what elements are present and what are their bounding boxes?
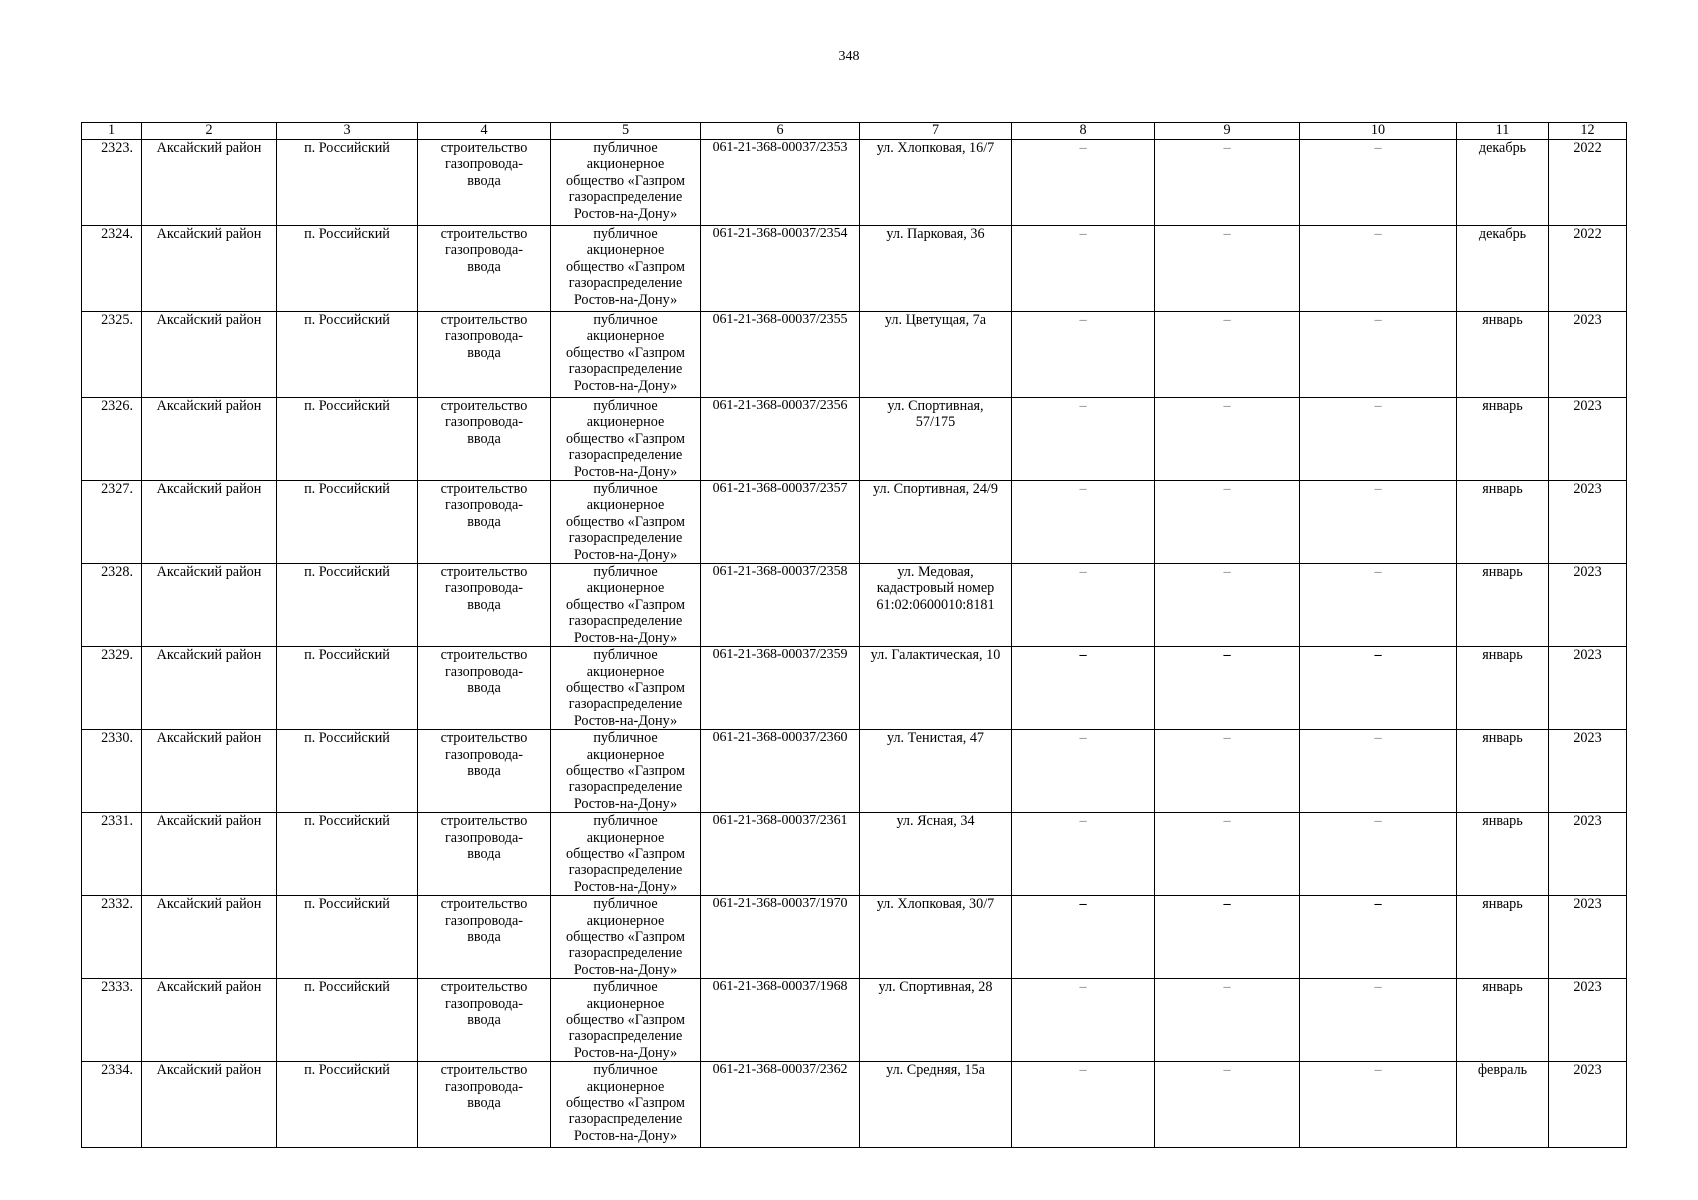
organization-line: Ростов-на-Дону» [573, 205, 678, 222]
year-cell: 2023 [1549, 647, 1627, 730]
row-number-cell: 2327. [82, 481, 142, 564]
column-10-cell: – [1300, 226, 1457, 312]
address-line: ул. Ясная, 34 [896, 813, 975, 830]
organization-line: газораспределение [568, 189, 683, 206]
organization-line: общество «Газпром [566, 596, 685, 613]
table-row [82, 896, 1627, 979]
address-cell [860, 813, 1012, 896]
column-8-cell: – [1012, 647, 1155, 730]
column-10-cell: – [1300, 896, 1457, 979]
work-type-line: строительство [440, 1062, 528, 1079]
address-cell [860, 979, 1012, 1062]
organization-line: Ростов-на-Дону» [573, 377, 678, 394]
column-10-cell: – [1300, 312, 1457, 398]
address-cell [860, 481, 1012, 564]
work-type-line: строительство [440, 398, 528, 414]
registry-code-cell: 061-21-368-00037/2354 [701, 226, 860, 312]
organization-line: общество «Газпром [566, 679, 685, 696]
work-type-line: газопровода- [444, 663, 524, 680]
address-cell [860, 140, 1012, 226]
organization-line: общество «Газпром [566, 1012, 685, 1029]
organization-cell [551, 140, 701, 226]
table-header-row [82, 123, 1627, 140]
organization-line: газораспределение [568, 361, 683, 378]
month-cell: январь [1457, 312, 1549, 398]
address-line: ул. Галактическая, 10 [870, 647, 1001, 664]
work-type-line: строительство [440, 896, 528, 913]
column-header: 12 [1549, 123, 1627, 140]
table-row [82, 226, 1627, 312]
column-10-cell: – [1300, 1062, 1457, 1148]
organization-cell [551, 481, 701, 564]
address-cell [860, 1062, 1012, 1148]
organization-line: публичное [593, 647, 658, 664]
organization-line: общество «Газпром [566, 344, 685, 361]
organization-line: акционерное [586, 414, 665, 431]
organization-line: публичное [593, 1062, 658, 1079]
address-line: ул. Тенистая, 47 [886, 730, 985, 747]
organization-line: Ростов-на-Дону» [573, 795, 678, 812]
column-9-cell: – [1155, 1062, 1300, 1148]
organization-line: публичное [593, 140, 658, 156]
organization-cell [551, 979, 701, 1062]
year-cell: 2023 [1549, 564, 1627, 647]
work-type-cell [418, 481, 551, 564]
column-9-cell: – [1155, 226, 1300, 312]
address-cell [860, 647, 1012, 730]
settlement-cell: п. Российский [277, 312, 418, 398]
district-cell: Аксайский район [142, 979, 277, 1062]
organization-line: Ростов-на-Дону» [573, 291, 678, 308]
address-cell [860, 226, 1012, 312]
work-type-line: ввода [467, 258, 501, 275]
organization-line: общество «Газпром [566, 1095, 685, 1112]
year-cell: 2023 [1549, 813, 1627, 896]
organization-line: газораспределение [568, 613, 683, 630]
column-10-cell: – [1300, 564, 1457, 647]
work-type-line: газопровода- [444, 580, 524, 597]
address-line: 61:02:0600010:8181 [876, 596, 995, 613]
district-cell: Аксайский район [142, 564, 277, 647]
row-number-cell: 2328. [82, 564, 142, 647]
organization-line: Ростов-на-Дону» [573, 1127, 678, 1144]
address-cell [860, 398, 1012, 481]
work-type-cell [418, 647, 551, 730]
organization-line: общество «Газпром [566, 513, 685, 530]
registry-code-cell: 061-21-368-00037/1968 [701, 979, 860, 1062]
year-cell: 2023 [1549, 398, 1627, 481]
district-cell: Аксайский район [142, 312, 277, 398]
registry-code-cell: 061-21-368-00037/2361 [701, 813, 860, 896]
organization-cell [551, 647, 701, 730]
work-type-cell [418, 312, 551, 398]
row-number-cell: 2329. [82, 647, 142, 730]
organization-line: публичное [593, 398, 658, 414]
district-cell: Аксайский район [142, 226, 277, 312]
year-cell: 2022 [1549, 226, 1627, 312]
organization-line: публичное [593, 730, 658, 747]
row-number-cell: 2330. [82, 730, 142, 813]
column-9-cell: – [1155, 140, 1300, 226]
address-cell [860, 312, 1012, 398]
work-type-line: ввода [467, 929, 501, 945]
organization-line: газораспределение [568, 862, 683, 879]
organization-line: акционерное [586, 746, 665, 763]
address-line: ул. Медовая, [897, 564, 974, 581]
work-type-line: газопровода- [444, 1078, 524, 1095]
organization-cell [551, 564, 701, 647]
column-9-cell: – [1155, 730, 1300, 813]
work-type-cell [418, 1062, 551, 1148]
organization-line: общество «Газпром [566, 172, 685, 189]
column-header: 9 [1155, 123, 1300, 140]
settlement-cell: п. Российский [277, 1062, 418, 1148]
district-cell: Аксайский район [142, 896, 277, 979]
organization-line: общество «Газпром [566, 762, 685, 779]
district-cell: Аксайский район [142, 140, 277, 226]
table-row [82, 312, 1627, 398]
work-type-line: газопровода- [444, 414, 524, 431]
month-cell: январь [1457, 813, 1549, 896]
work-type-line: ввода [467, 845, 501, 862]
column-header: 8 [1012, 123, 1155, 140]
row-number-cell: 2324. [82, 226, 142, 312]
organization-line: публичное [593, 312, 658, 328]
row-number-cell: 2323. [82, 140, 142, 226]
column-8-cell: – [1012, 813, 1155, 896]
organization-line: акционерное [586, 995, 665, 1012]
registry-code-cell: 061-21-368-00037/2356 [701, 398, 860, 481]
month-cell: декабрь [1457, 140, 1549, 226]
organization-line: общество «Газпром [566, 258, 685, 275]
page-number: 348 [838, 49, 860, 64]
settlement-cell: п. Российский [277, 398, 418, 481]
work-type-line: ввода [467, 762, 501, 779]
row-number-cell: 2325. [82, 312, 142, 398]
column-8-cell: – [1012, 140, 1155, 226]
table-row [82, 481, 1627, 564]
year-cell: 2023 [1549, 312, 1627, 398]
year-cell: 2023 [1549, 481, 1627, 564]
work-type-cell [418, 730, 551, 813]
column-header: 4 [418, 123, 551, 140]
organization-line: Ростов-на-Дону» [573, 629, 678, 646]
organization-line: публичное [593, 226, 658, 242]
address-cell [860, 730, 1012, 813]
settlement-cell: п. Российский [277, 647, 418, 730]
column-8-cell: – [1012, 730, 1155, 813]
district-cell: Аксайский район [142, 647, 277, 730]
settlement-cell: п. Российский [277, 730, 418, 813]
table-row [82, 140, 1627, 226]
work-type-cell [418, 398, 551, 481]
column-9-cell: – [1155, 647, 1300, 730]
registry-code-cell: 061-21-368-00037/2357 [701, 481, 860, 564]
column-9-cell: – [1155, 481, 1300, 564]
district-cell: Аксайский район [142, 481, 277, 564]
register-table [81, 122, 1627, 1148]
organization-line: публичное [593, 481, 658, 498]
work-type-cell [418, 813, 551, 896]
address-line: кадастровый номер [876, 580, 995, 597]
work-type-line: ввода [467, 679, 501, 696]
address-line: ул. Парковая, 36 [886, 226, 985, 242]
table-row [82, 813, 1627, 896]
organization-cell [551, 312, 701, 398]
row-number-cell: 2333. [82, 979, 142, 1062]
organization-line: газораспределение [568, 779, 683, 796]
column-9-cell: – [1155, 896, 1300, 979]
month-cell: январь [1457, 481, 1549, 564]
work-type-cell [418, 979, 551, 1062]
district-cell: Аксайский район [142, 730, 277, 813]
work-type-line: строительство [440, 312, 528, 328]
work-type-cell [418, 226, 551, 312]
column-9-cell: – [1155, 312, 1300, 398]
column-8-cell: – [1012, 564, 1155, 647]
organization-line: акционерное [586, 1078, 665, 1095]
organization-line: акционерное [586, 580, 665, 597]
work-type-line: газопровода- [444, 328, 524, 345]
column-10-cell: – [1300, 647, 1457, 730]
table-row [82, 1062, 1627, 1148]
address-line: ул. Спортивная, [887, 398, 984, 414]
year-cell: 2022 [1549, 140, 1627, 226]
work-type-line: ввода [467, 596, 501, 613]
year-cell: 2023 [1549, 1062, 1627, 1148]
organization-line: газораспределение [568, 447, 683, 464]
organization-line: газораспределение [568, 530, 683, 547]
settlement-cell: п. Российский [277, 896, 418, 979]
district-cell: Аксайский район [142, 398, 277, 481]
registry-code-cell: 061-21-368-00037/2358 [701, 564, 860, 647]
column-header: 1 [82, 123, 142, 140]
organization-line: акционерное [586, 156, 665, 173]
organization-line: общество «Газпром [566, 845, 685, 862]
settlement-cell: п. Российский [277, 140, 418, 226]
year-cell: 2023 [1549, 730, 1627, 813]
work-type-line: газопровода- [444, 995, 524, 1012]
work-type-line: строительство [440, 647, 528, 664]
settlement-cell: п. Российский [277, 979, 418, 1062]
row-number-cell: 2332. [82, 896, 142, 979]
organization-cell [551, 398, 701, 481]
row-number-cell: 2331. [82, 813, 142, 896]
work-type-line: строительство [440, 730, 528, 747]
organization-cell [551, 226, 701, 312]
organization-line: газораспределение [568, 945, 683, 962]
column-10-cell: – [1300, 481, 1457, 564]
work-type-line: газопровода- [444, 156, 524, 173]
work-type-line: газопровода- [444, 242, 524, 259]
work-type-line: строительство [440, 564, 528, 581]
settlement-cell: п. Российский [277, 226, 418, 312]
settlement-cell: п. Российский [277, 564, 418, 647]
registry-code-cell: 061-21-368-00037/2355 [701, 312, 860, 398]
organization-line: газораспределение [568, 1028, 683, 1045]
work-type-line: ввода [467, 172, 501, 189]
year-cell: 2023 [1549, 896, 1627, 979]
column-8-cell: – [1012, 312, 1155, 398]
organization-line: Ростов-на-Дону» [573, 463, 678, 480]
organization-line: газораспределение [568, 696, 683, 713]
row-number-cell: 2326. [82, 398, 142, 481]
column-8-cell: – [1012, 979, 1155, 1062]
month-cell: январь [1457, 979, 1549, 1062]
organization-line: акционерное [586, 242, 665, 259]
column-header: 10 [1300, 123, 1457, 140]
organization-line: Ростов-на-Дону» [573, 1044, 678, 1061]
organization-line: публичное [593, 979, 658, 996]
organization-line: публичное [593, 564, 658, 581]
month-cell: февраль [1457, 1062, 1549, 1148]
organization-line: газораспределение [568, 275, 683, 292]
column-header: 2 [142, 123, 277, 140]
column-9-cell: – [1155, 564, 1300, 647]
work-type-line: ввода [467, 1095, 501, 1112]
address-line: ул. Спортивная, 28 [878, 979, 993, 996]
organization-line: общество «Газпром [566, 430, 685, 447]
column-header: 3 [277, 123, 418, 140]
work-type-line: газопровода- [444, 829, 524, 846]
organization-line: акционерное [586, 328, 665, 345]
column-10-cell: – [1300, 398, 1457, 481]
organization-line: Ростов-на-Дону» [573, 878, 678, 895]
address-cell [860, 896, 1012, 979]
column-header: 7 [860, 123, 1012, 140]
row-number-cell: 2334. [82, 1062, 142, 1148]
registry-code-cell: 061-21-368-00037/2359 [701, 647, 860, 730]
address-line: ул. Хлопковая, 30/7 [876, 896, 995, 913]
work-type-line: ввода [467, 430, 501, 447]
organization-line: акционерное [586, 497, 665, 514]
column-8-cell: – [1012, 226, 1155, 312]
work-type-line: строительство [440, 813, 528, 830]
work-type-line: строительство [440, 481, 528, 498]
organization-line: публичное [593, 813, 658, 830]
address-line: ул. Средняя, 15а [886, 1062, 985, 1079]
column-10-cell: – [1300, 979, 1457, 1062]
address-line: ул. Хлопковая, 16/7 [876, 140, 995, 156]
organization-line: Ростов-на-Дону» [573, 546, 678, 563]
column-8-cell: – [1012, 1062, 1155, 1148]
district-cell: Аксайский район [142, 1062, 277, 1148]
work-type-line: строительство [440, 979, 528, 996]
table-row [82, 979, 1627, 1062]
registry-code-cell: 061-21-368-00037/2360 [701, 730, 860, 813]
month-cell: январь [1457, 896, 1549, 979]
column-9-cell: – [1155, 979, 1300, 1062]
organization-cell [551, 1062, 701, 1148]
column-header: 5 [551, 123, 701, 140]
column-header: 11 [1457, 123, 1549, 140]
column-10-cell: – [1300, 140, 1457, 226]
district-cell: Аксайский район [142, 813, 277, 896]
year-cell: 2023 [1549, 979, 1627, 1062]
month-cell: январь [1457, 730, 1549, 813]
organization-line: акционерное [586, 663, 665, 680]
address-line: ул. Спортивная, 24/9 [873, 481, 998, 498]
work-type-line: строительство [440, 140, 528, 156]
column-9-cell: – [1155, 813, 1300, 896]
month-cell: январь [1457, 564, 1549, 647]
table-row [82, 647, 1627, 730]
registry-code-cell: 061-21-368-00037/2353 [701, 140, 860, 226]
work-type-line: газопровода- [444, 497, 524, 514]
table-row [82, 398, 1627, 481]
month-cell: январь [1457, 398, 1549, 481]
registry-code-cell: 061-21-368-00037/2362 [701, 1062, 860, 1148]
column-10-cell: – [1300, 730, 1457, 813]
address-line: 57/175 [915, 414, 956, 431]
registry-code-cell: 061-21-368-00037/1970 [701, 896, 860, 979]
column-10-cell: – [1300, 813, 1457, 896]
organization-line: общество «Газпром [566, 929, 685, 945]
column-8-cell: – [1012, 398, 1155, 481]
settlement-cell: п. Российский [277, 481, 418, 564]
work-type-line: ввода [467, 513, 501, 530]
column-header: 6 [701, 123, 860, 140]
organization-line: акционерное [586, 912, 665, 929]
column-8-cell: – [1012, 481, 1155, 564]
work-type-line: газопровода- [444, 746, 524, 763]
work-type-line: газопровода- [444, 912, 524, 929]
month-cell: декабрь [1457, 226, 1549, 312]
column-8-cell: – [1012, 896, 1155, 979]
organization-cell [551, 730, 701, 813]
organization-line: Ростов-на-Дону» [573, 712, 678, 729]
address-line: ул. Цветущая, 7а [884, 312, 987, 328]
work-type-line: строительство [440, 226, 528, 242]
work-type-cell [418, 896, 551, 979]
work-type-cell [418, 564, 551, 647]
organization-line: газораспределение [568, 1111, 683, 1128]
column-9-cell: – [1155, 398, 1300, 481]
month-cell: январь [1457, 647, 1549, 730]
work-type-cell [418, 140, 551, 226]
address-cell [860, 564, 1012, 647]
table-row [82, 730, 1627, 813]
table-row [82, 564, 1627, 647]
organization-cell [551, 896, 701, 979]
work-type-line: ввода [467, 1012, 501, 1029]
organization-line: Ростов-на-Дону» [573, 961, 678, 978]
organization-cell [551, 813, 701, 896]
organization-line: публичное [593, 896, 658, 913]
work-type-line: ввода [467, 344, 501, 361]
settlement-cell: п. Российский [277, 813, 418, 896]
organization-line: акционерное [586, 829, 665, 846]
